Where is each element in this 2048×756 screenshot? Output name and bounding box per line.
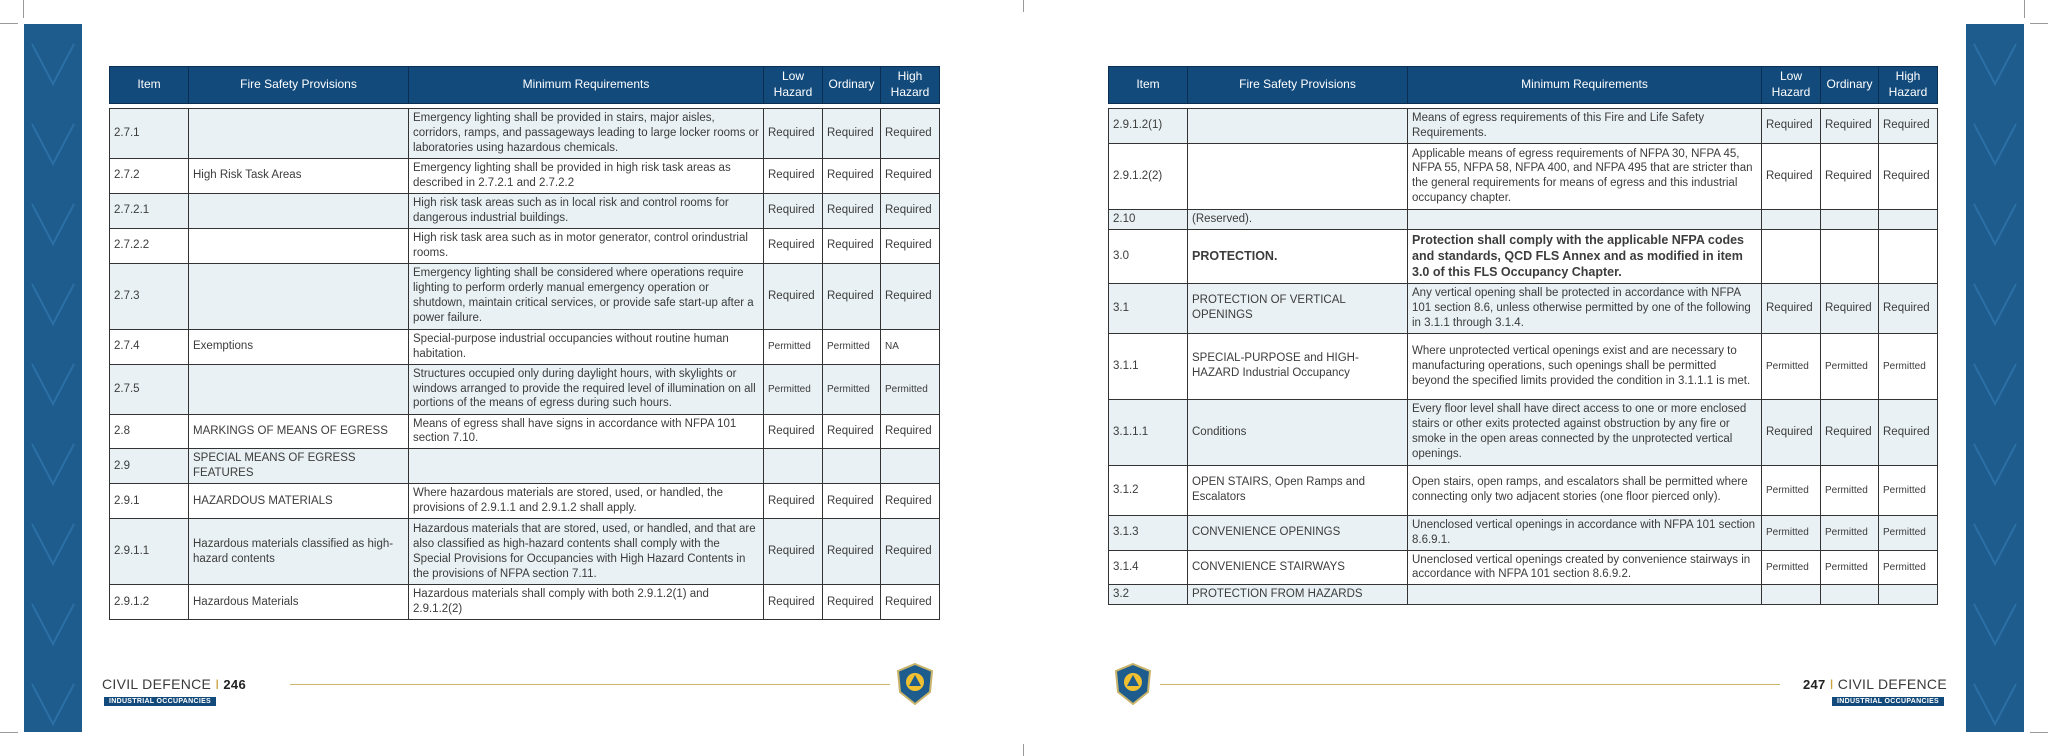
row-requirement: Emergency lighting shall be provided in stairs, major aisles, corridors, ramps, and passageways leading to large locker rooms or laboratories using hazardous chemicals. xyxy=(409,109,764,159)
header-high-hazard: High Hazard xyxy=(1879,67,1938,104)
row-ordinary: Required xyxy=(823,414,881,449)
row-provision xyxy=(1188,109,1408,144)
row-low-hazard xyxy=(764,449,823,484)
row-high-hazard: Required xyxy=(881,109,940,159)
row-provision xyxy=(189,228,409,263)
row-low-hazard: Required xyxy=(764,159,823,194)
crop-mark xyxy=(0,732,18,733)
row-high-hazard xyxy=(1879,209,1938,229)
row-provision: Conditions xyxy=(1188,399,1408,465)
row-requirement xyxy=(409,449,764,484)
header-provisions: Fire Safety Provisions xyxy=(189,67,409,104)
crop-mark xyxy=(0,23,18,24)
row-item-number: 3.1.1.1 xyxy=(1109,399,1188,465)
row-ordinary: Permitted xyxy=(1821,515,1879,550)
row-ordinary xyxy=(1821,229,1879,283)
row-ordinary: Required xyxy=(823,585,881,620)
header-item: Item xyxy=(1109,67,1188,104)
row-ordinary: Required xyxy=(823,109,881,159)
row-low-hazard: Permitted xyxy=(1762,333,1821,399)
header-low-hazard: Low Hazard xyxy=(1762,67,1821,104)
header-ordinary: Ordinary xyxy=(823,67,881,104)
left-table-body xyxy=(110,109,940,620)
row-provision: (Reserved). xyxy=(1188,209,1408,229)
row-item-number: 3.1.3 xyxy=(1109,515,1188,550)
row-requirement: Means of egress shall have signs in accordance with NFPA 101 section 7.10. xyxy=(409,414,764,449)
row-ordinary: Permitted xyxy=(1821,550,1879,585)
row-requirement: Emergency lighting shall be provided in high risk task areas as described in 2.7.2.1 and 2.7.2.2 xyxy=(409,159,764,194)
crop-mark xyxy=(1023,744,1024,756)
row-provision: SPECIAL MEANS OF EGRESS FEATURES xyxy=(189,449,409,484)
strip-pattern-icon xyxy=(1966,24,2024,732)
table-row xyxy=(110,109,940,159)
row-high-hazard: Permitted xyxy=(881,364,940,414)
row-provision: CONVENIENCE STAIRWAYS xyxy=(1188,550,1408,585)
row-provision: HAZARDOUS MATERIALS xyxy=(189,484,409,519)
table-row xyxy=(1109,550,1938,585)
row-low-hazard: Required xyxy=(764,228,823,263)
row-provision: MARKINGS OF MEANS OF EGRESS xyxy=(189,414,409,449)
row-low-hazard: Required xyxy=(764,109,823,159)
row-requirement: Open stairs, open ramps, and escalators shall be permitted where connecting only two adjacent stories (one floor pierced only). xyxy=(1408,465,1762,515)
row-item-number: 3.0 xyxy=(1109,229,1188,283)
row-provision xyxy=(1188,143,1408,209)
row-item-number: 2.9 xyxy=(110,449,189,484)
row-item-number: 2.7.3 xyxy=(110,263,189,329)
row-low-hazard: Required xyxy=(764,193,823,228)
row-requirement: Emergency lighting shall be considered where operations require lighting to perform orderly manual emergency operation or shutdown, maintain critical services, or provide safe start-up after a power failure. xyxy=(409,263,764,329)
row-ordinary xyxy=(823,449,881,484)
brand-separator: I xyxy=(215,676,220,692)
row-low-hazard: Required xyxy=(1762,109,1821,144)
row-provision xyxy=(189,109,409,159)
row-low-hazard: Required xyxy=(764,484,823,519)
crop-mark xyxy=(2024,0,2025,18)
row-item-number: 2.9.1.2(1) xyxy=(1109,109,1188,144)
row-provision: High Risk Task Areas xyxy=(189,159,409,194)
right-table-body xyxy=(1109,109,1938,605)
row-ordinary: Required xyxy=(1821,109,1879,144)
row-low-hazard: Permitted xyxy=(1762,465,1821,515)
row-provision: Hazardous materials classified as high-hazard contents xyxy=(189,519,409,585)
row-requirement: Protection shall comply with the applicable NFPA codes and standards, QCD FLS Annex and as modified in item 3.0 of this FLS Occupancy Chapter. xyxy=(1408,229,1762,283)
row-high-hazard: Required xyxy=(881,228,940,263)
row-high-hazard: Required xyxy=(1879,399,1938,465)
row-ordinary: Required xyxy=(823,263,881,329)
table-row xyxy=(110,364,940,414)
row-high-hazard: Permitted xyxy=(1879,550,1938,585)
header-provisions: Fire Safety Provisions xyxy=(1188,67,1408,104)
brand-separator: I xyxy=(1829,676,1834,692)
crop-mark xyxy=(23,0,24,18)
row-item-number: 3.2 xyxy=(1109,585,1188,605)
table-row xyxy=(110,414,940,449)
row-item-number: 2.7.4 xyxy=(110,329,189,364)
row-ordinary: Required xyxy=(823,159,881,194)
row-low-hazard: Required xyxy=(764,519,823,585)
row-requirement: High risk task area such as in motor generator, control orindustrial rooms. xyxy=(409,228,764,263)
table-row xyxy=(1109,143,1938,209)
table-row xyxy=(1109,229,1938,283)
left-requirements-table xyxy=(109,66,940,620)
row-requirement: Every floor level shall have direct access to one or more enclosed stairs or other exits protected against obstruction by any fire or smoke in the open areas connected by the unprotected vertical openings. xyxy=(1408,399,1762,465)
row-low-hazard: Permitted xyxy=(1762,515,1821,550)
header-requirements: Minimum Requirements xyxy=(1408,67,1762,104)
row-item-number: 2.9.1.2(2) xyxy=(1109,143,1188,209)
table-row xyxy=(1109,209,1938,229)
left-decorative-strip xyxy=(24,24,82,732)
crop-mark xyxy=(2030,732,2048,733)
civil-defence-emblem-icon xyxy=(895,662,935,706)
row-requirement: Any vertical opening shall be protected in accordance with NFPA 101 section 8.6, unless otherwise permitted by one of the following in 3.1.1 through 3.1.4. xyxy=(1408,283,1762,333)
row-item-number: 2.8 xyxy=(110,414,189,449)
civil-defence-emblem-icon xyxy=(1113,662,1153,706)
row-requirement: Means of egress requirements of this Fire and Life Safety Requirements. xyxy=(1408,109,1762,144)
row-provision: CONVENIENCE OPENINGS xyxy=(1188,515,1408,550)
row-provision: OPEN STAIRS, Open Ramps and Escalators xyxy=(1188,465,1408,515)
row-low-hazard: Required xyxy=(764,263,823,329)
table-row xyxy=(110,159,940,194)
row-requirement xyxy=(1408,585,1762,605)
row-item-number: 2.10 xyxy=(1109,209,1188,229)
row-requirement: Hazardous materials shall comply with both 2.9.1.2(1) and 2.9.1.2(2) xyxy=(409,585,764,620)
header-high-hazard: High Hazard xyxy=(881,67,940,104)
row-high-hazard: Required xyxy=(1879,143,1938,209)
right-decorative-strip xyxy=(1966,24,2024,732)
table-row xyxy=(1109,283,1938,333)
row-low-hazard: Required xyxy=(1762,399,1821,465)
row-item-number: 2.9.1.2 xyxy=(110,585,189,620)
row-item-number: 2.7.2.2 xyxy=(110,228,189,263)
row-high-hazard xyxy=(1879,585,1938,605)
row-ordinary: Permitted xyxy=(823,364,881,414)
row-requirement: Special-purpose industrial occupancies without routine human habitation. xyxy=(409,329,764,364)
row-requirement: Structures occupied only during daylight hours, with skylights or windows arranged to provide the required level of illumination on all portions of the means of egress during such hours. xyxy=(409,364,764,414)
row-high-hazard: Required xyxy=(881,193,940,228)
row-provision xyxy=(189,263,409,329)
row-item-number: 2.9.1.1 xyxy=(110,519,189,585)
row-ordinary xyxy=(1821,209,1879,229)
row-high-hazard: Required xyxy=(881,159,940,194)
footer-rule-left xyxy=(290,684,890,685)
table-row xyxy=(110,449,940,484)
row-provision xyxy=(189,364,409,414)
header-requirements: Minimum Requirements xyxy=(409,67,764,104)
row-ordinary: Permitted xyxy=(823,329,881,364)
row-requirement: Applicable means of egress requirements of NFPA 30, NFPA 45, NFPA 55, NFPA 58, NFPA 400, and NFPA 495 that are stricter than the general requirements for means of egress and this industrial occupancy chapter. xyxy=(1408,143,1762,209)
row-requirement: Where unprotected vertical openings exist and are necessary to manufacturing operations, such openings shall be permitted beyond the specified limits provided the condition in 3.1.1.1 is met. xyxy=(1408,333,1762,399)
row-low-hazard: Required xyxy=(764,414,823,449)
row-provision: Hazardous Materials xyxy=(189,585,409,620)
row-high-hazard: Required xyxy=(881,484,940,519)
row-item-number: 3.1.2 xyxy=(1109,465,1188,515)
row-requirement: High risk task areas such as in local risk and control rooms for dangerous industrial buildings. xyxy=(409,193,764,228)
row-high-hazard: Permitted xyxy=(1879,515,1938,550)
row-item-number: 2.7.2.1 xyxy=(110,193,189,228)
row-item-number: 2.7.1 xyxy=(110,109,189,159)
row-high-hazard: Required xyxy=(1879,283,1938,333)
table-row xyxy=(1109,515,1938,550)
crop-mark xyxy=(2030,23,2048,24)
row-low-hazard: Required xyxy=(1762,143,1821,209)
row-item-number: 3.1 xyxy=(1109,283,1188,333)
header-ordinary: Ordinary xyxy=(1821,67,1879,104)
row-ordinary: Required xyxy=(1821,143,1879,209)
row-high-hazard: Required xyxy=(881,263,940,329)
brand-name: CIVIL DEFENCE xyxy=(1837,676,1947,692)
crop-mark xyxy=(1023,0,1024,12)
row-requirement xyxy=(1408,209,1762,229)
left-page xyxy=(109,66,940,620)
row-high-hazard: Required xyxy=(1879,109,1938,144)
table-row xyxy=(1109,333,1938,399)
row-high-hazard xyxy=(1879,229,1938,283)
row-provision: SPECIAL-PURPOSE and HIGH-HAZARD Industrial Occupancy xyxy=(1188,333,1408,399)
table-header-row xyxy=(1109,67,1938,104)
row-ordinary: Required xyxy=(823,228,881,263)
table-row xyxy=(110,193,940,228)
row-item-number: 3.1.4 xyxy=(1109,550,1188,585)
row-low-hazard xyxy=(1762,585,1821,605)
row-ordinary: Permitted xyxy=(1821,333,1879,399)
left-footer-brand xyxy=(102,676,246,692)
row-provision xyxy=(189,193,409,228)
row-high-hazard: Permitted xyxy=(1879,333,1938,399)
row-provision: PROTECTION FROM HAZARDS xyxy=(1188,585,1408,605)
brand-name: CIVIL DEFENCE xyxy=(102,676,212,692)
table-header-row xyxy=(110,67,940,104)
row-high-hazard: Permitted xyxy=(1879,465,1938,515)
row-provision: PROTECTION. xyxy=(1188,229,1408,283)
row-low-hazard: Required xyxy=(764,585,823,620)
row-high-hazard: Required xyxy=(881,414,940,449)
row-ordinary: Required xyxy=(823,193,881,228)
row-item-number: 2.7.5 xyxy=(110,364,189,414)
row-provision: Exemptions xyxy=(189,329,409,364)
row-high-hazard: NA xyxy=(881,329,940,364)
row-requirement: Where hazardous materials are stored, used, or handled, the provisions of 2.9.1.1 and 2.9.1.2 shall apply. xyxy=(409,484,764,519)
row-requirement: Unenclosed vertical openings in accordance with NFPA 101 section 8.6.9.1. xyxy=(1408,515,1762,550)
page-number-right: 247 xyxy=(1803,677,1826,692)
right-footer-brand xyxy=(1803,676,1947,692)
row-requirement: Hazardous materials that are stored, used, or handled, and that are also classified as high-hazard contents shall comply with the Special Provisions for Occupancies with High Hazard Contents in the provisions of NFPA section 7.11. xyxy=(409,519,764,585)
row-item-number: 2.7.2 xyxy=(110,159,189,194)
row-low-hazard xyxy=(1762,229,1821,283)
table-row xyxy=(1109,465,1938,515)
table-row xyxy=(1109,109,1938,144)
strip-pattern-icon xyxy=(24,24,82,732)
row-ordinary xyxy=(1821,585,1879,605)
row-high-hazard xyxy=(881,449,940,484)
row-low-hazard: Required xyxy=(1762,283,1821,333)
row-item-number: 3.1.1 xyxy=(1109,333,1188,399)
row-ordinary: Permitted xyxy=(1821,465,1879,515)
table-row xyxy=(110,585,940,620)
row-provision: PROTECTION OF VERTICAL OPENINGS xyxy=(1188,283,1408,333)
section-tag-left: INDUSTRIAL OCCUPANCIES xyxy=(104,697,216,706)
row-low-hazard xyxy=(1762,209,1821,229)
table-row xyxy=(110,228,940,263)
table-row xyxy=(1109,399,1938,465)
table-row xyxy=(110,329,940,364)
row-ordinary: Required xyxy=(823,519,881,585)
row-high-hazard: Required xyxy=(881,519,940,585)
table-row xyxy=(110,263,940,329)
table-row xyxy=(110,519,940,585)
row-low-hazard: Permitted xyxy=(1762,550,1821,585)
section-tag-right: INDUSTRIAL OCCUPANCIES xyxy=(1832,697,1944,706)
right-requirements-table xyxy=(1108,66,1938,605)
row-item-number: 2.9.1 xyxy=(110,484,189,519)
table-row xyxy=(110,484,940,519)
row-ordinary: Required xyxy=(823,484,881,519)
row-ordinary: Required xyxy=(1821,283,1879,333)
page-number-left: 246 xyxy=(223,677,246,692)
header-low-hazard: Low Hazard xyxy=(764,67,823,104)
row-high-hazard: Required xyxy=(881,585,940,620)
header-item: Item xyxy=(110,67,189,104)
row-low-hazard: Permitted xyxy=(764,329,823,364)
row-low-hazard: Permitted xyxy=(764,364,823,414)
table-row xyxy=(1109,585,1938,605)
right-page xyxy=(1108,66,1938,605)
row-requirement: Unenclosed vertical openings created by convenience stairways in accordance with NFPA 101 section 8.6.9.2. xyxy=(1408,550,1762,585)
row-ordinary: Required xyxy=(1821,399,1879,465)
footer-rule-right xyxy=(1160,684,1780,685)
